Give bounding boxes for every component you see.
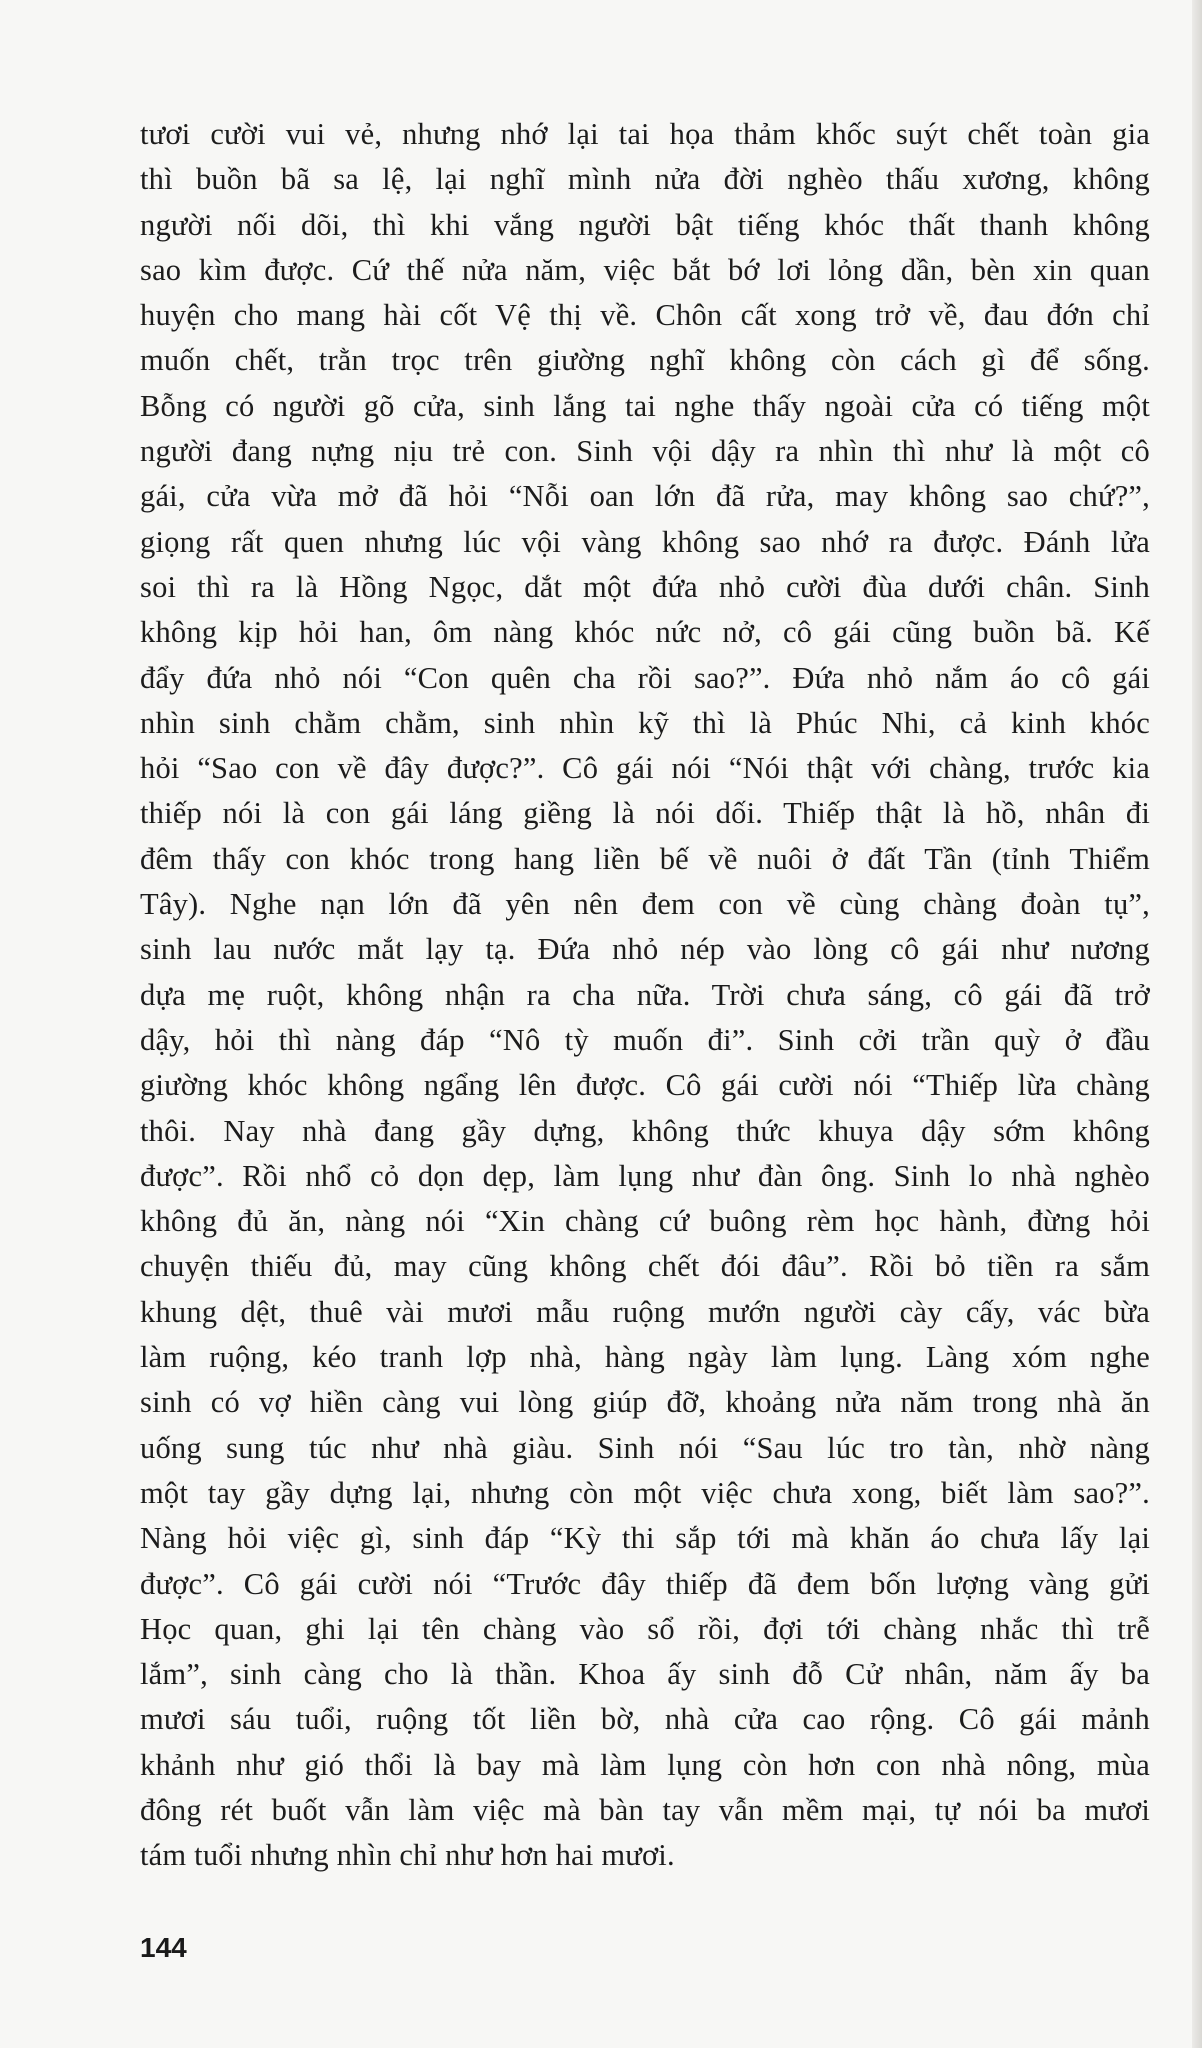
text-line: đẩy đứa nhỏ nói “Con quên cha rồi sao?”. Đứa nhỏ nắm áo cô gái — [140, 660, 1150, 695]
page-edge — [1192, 0, 1202, 2048]
text-line: hỏi “Sao con về đây được?”. Cô gái nói “Nói thật với chàng, trước kia — [140, 751, 1150, 786]
text-line: tươi cười vui vẻ, nhưng nhớ lại tai họa thảm khốc suýt chết toàn gia — [140, 117, 1150, 151]
text-line: thì buồn bã sa lệ, lại nghĩ mình nửa đời nghèo thấu xương, không — [140, 162, 1150, 197]
text-line: dậy, hỏi thì nàng đáp “Nô tỳ muốn đi”. Sinh cởi trần quỳ ở đầu — [140, 1022, 1150, 1057]
text-line: giọng rất quen nhưng lúc vội vàng không sao nhớ ra được. Đánh lửa — [140, 524, 1150, 559]
text-line: nhìn sinh chằm chằm, sinh nhìn kỹ thì là Phúc Nhi, cả kinh khóc — [140, 705, 1150, 740]
text-line: soi thì ra là Hồng Ngọc, dắt một đứa nhỏ cười đùa dưới chân. Sinh — [140, 569, 1150, 604]
text-line: dựa mẹ ruột, không nhận ra cha nữa. Trời chưa sáng, cô gái đã trở — [140, 977, 1150, 1012]
text-line: đêm thấy con khóc trong hang liền bế về nuôi ở đất Tần (tỉnh Thiểm — [140, 841, 1150, 876]
text-line: chuyện thiếu đủ, may cũng không chết đói đâu”. Rồi bỏ tiền ra sắm — [140, 1249, 1150, 1284]
page-number: 144 — [140, 1932, 187, 1963]
text-line: sinh lau nước mắt lạy tạ. Đứa nhỏ nép vào lòng cô gái như nương — [140, 932, 1150, 967]
text-line: gái, cửa vừa mở đã hỏi “Nỗi oan lớn đã rửa, may không sao chứ?”, — [140, 479, 1150, 514]
text-line: tám tuổi nhưng nhìn chỉ như hơn hai mươi. — [140, 1838, 675, 1873]
text-line: khung dệt, thuê vài mươi mẫu ruộng mướn người cày cấy, vác bừa — [140, 1294, 1150, 1329]
body-text — [140, 112, 1150, 1879]
text-line: sao kìm được. Cứ thế nửa năm, việc bắt bớ lơi lỏng dần, bèn xin quan — [140, 252, 1150, 287]
text-line: làm ruộng, kéo tranh lợp nhà, hàng ngày làm lụng. Làng xóm nghe — [140, 1340, 1150, 1375]
text-line: thiếp nói là con gái láng giềng là nói dối. Thiếp thật là hồ, nhân đi — [140, 796, 1150, 831]
text-line: Nàng hỏi việc gì, sinh đáp “Kỳ thi sắp tới mà khăn áo chưa lấy lại — [140, 1521, 1150, 1556]
text-line: đông rét buốt vẫn làm việc mà bàn tay vẫn mềm mại, tự nói ba mươi — [140, 1792, 1150, 1827]
text-line: Tây). Nghe nạn lớn đã yên nên đem con về cùng chàng đoàn tụ”, — [140, 887, 1150, 922]
text-line: không kịp hỏi han, ôm nàng khóc nức nở, cô gái cũng buồn bã. Kế — [140, 615, 1150, 650]
text-line: lắm”, sinh càng cho là thần. Khoa ấy sinh đỗ Cử nhân, năm ấy ba — [140, 1657, 1150, 1692]
text-line: được”. Cô gái cười nói “Trước đây thiếp đã đem bốn lượng vàng gửi — [140, 1566, 1150, 1601]
text-line: thôi. Nay nhà đang gầy dựng, không thức khuya dậy sớm không — [140, 1113, 1150, 1148]
text-line: Học quan, ghi lại tên chàng vào sổ rồi, đợi tới chàng nhắc thì trễ — [140, 1611, 1150, 1646]
text-line: người nối dõi, thì khi vắng người bật tiếng khóc thất thanh không — [140, 207, 1150, 242]
text-line: uống sung túc như nhà giàu. Sinh nói “Sau lúc tro tàn, nhờ nàng — [140, 1430, 1150, 1465]
text-line: không đủ ăn, nàng nói “Xin chàng cứ buông rèm học hành, đừng hỏi — [140, 1204, 1150, 1239]
text-line: sinh có vợ hiền càng vui lòng giúp đỡ, khoảng nửa năm trong nhà ăn — [140, 1385, 1150, 1420]
text-line: Bỗng có người gõ cửa, sinh lắng tai nghe thấy ngoài cửa có tiếng một — [140, 388, 1150, 423]
text-line: mươi sáu tuổi, ruộng tốt liền bờ, nhà cửa cao rộng. Cô gái mảnh — [140, 1702, 1150, 1737]
text-line: người đang nựng nịu trẻ con. Sinh vội dậy ra nhìn thì như là một cô — [140, 434, 1150, 469]
text-line: một tay gầy dựng lại, nhưng còn một việc chưa xong, biết làm sao?”. — [140, 1475, 1150, 1510]
text-line: được”. Rồi nhổ cỏ dọn dẹp, làm lụng như đàn ông. Sinh lo nhà nghèo — [140, 1158, 1150, 1193]
text-line: huyện cho mang hài cốt Vệ thị về. Chôn cất xong trở về, đau đớn chỉ — [140, 298, 1150, 333]
text-line: muốn chết, trằn trọc trên giường nghĩ không còn cách gì để sống. — [140, 343, 1150, 378]
text-line: khảnh như gió thổi là bay mà làm lụng còn hơn con nhà nông, mùa — [140, 1747, 1150, 1782]
text-line: giường khóc không ngẩng lên được. Cô gái cười nói “Thiếp lừa chàng — [140, 1068, 1150, 1103]
